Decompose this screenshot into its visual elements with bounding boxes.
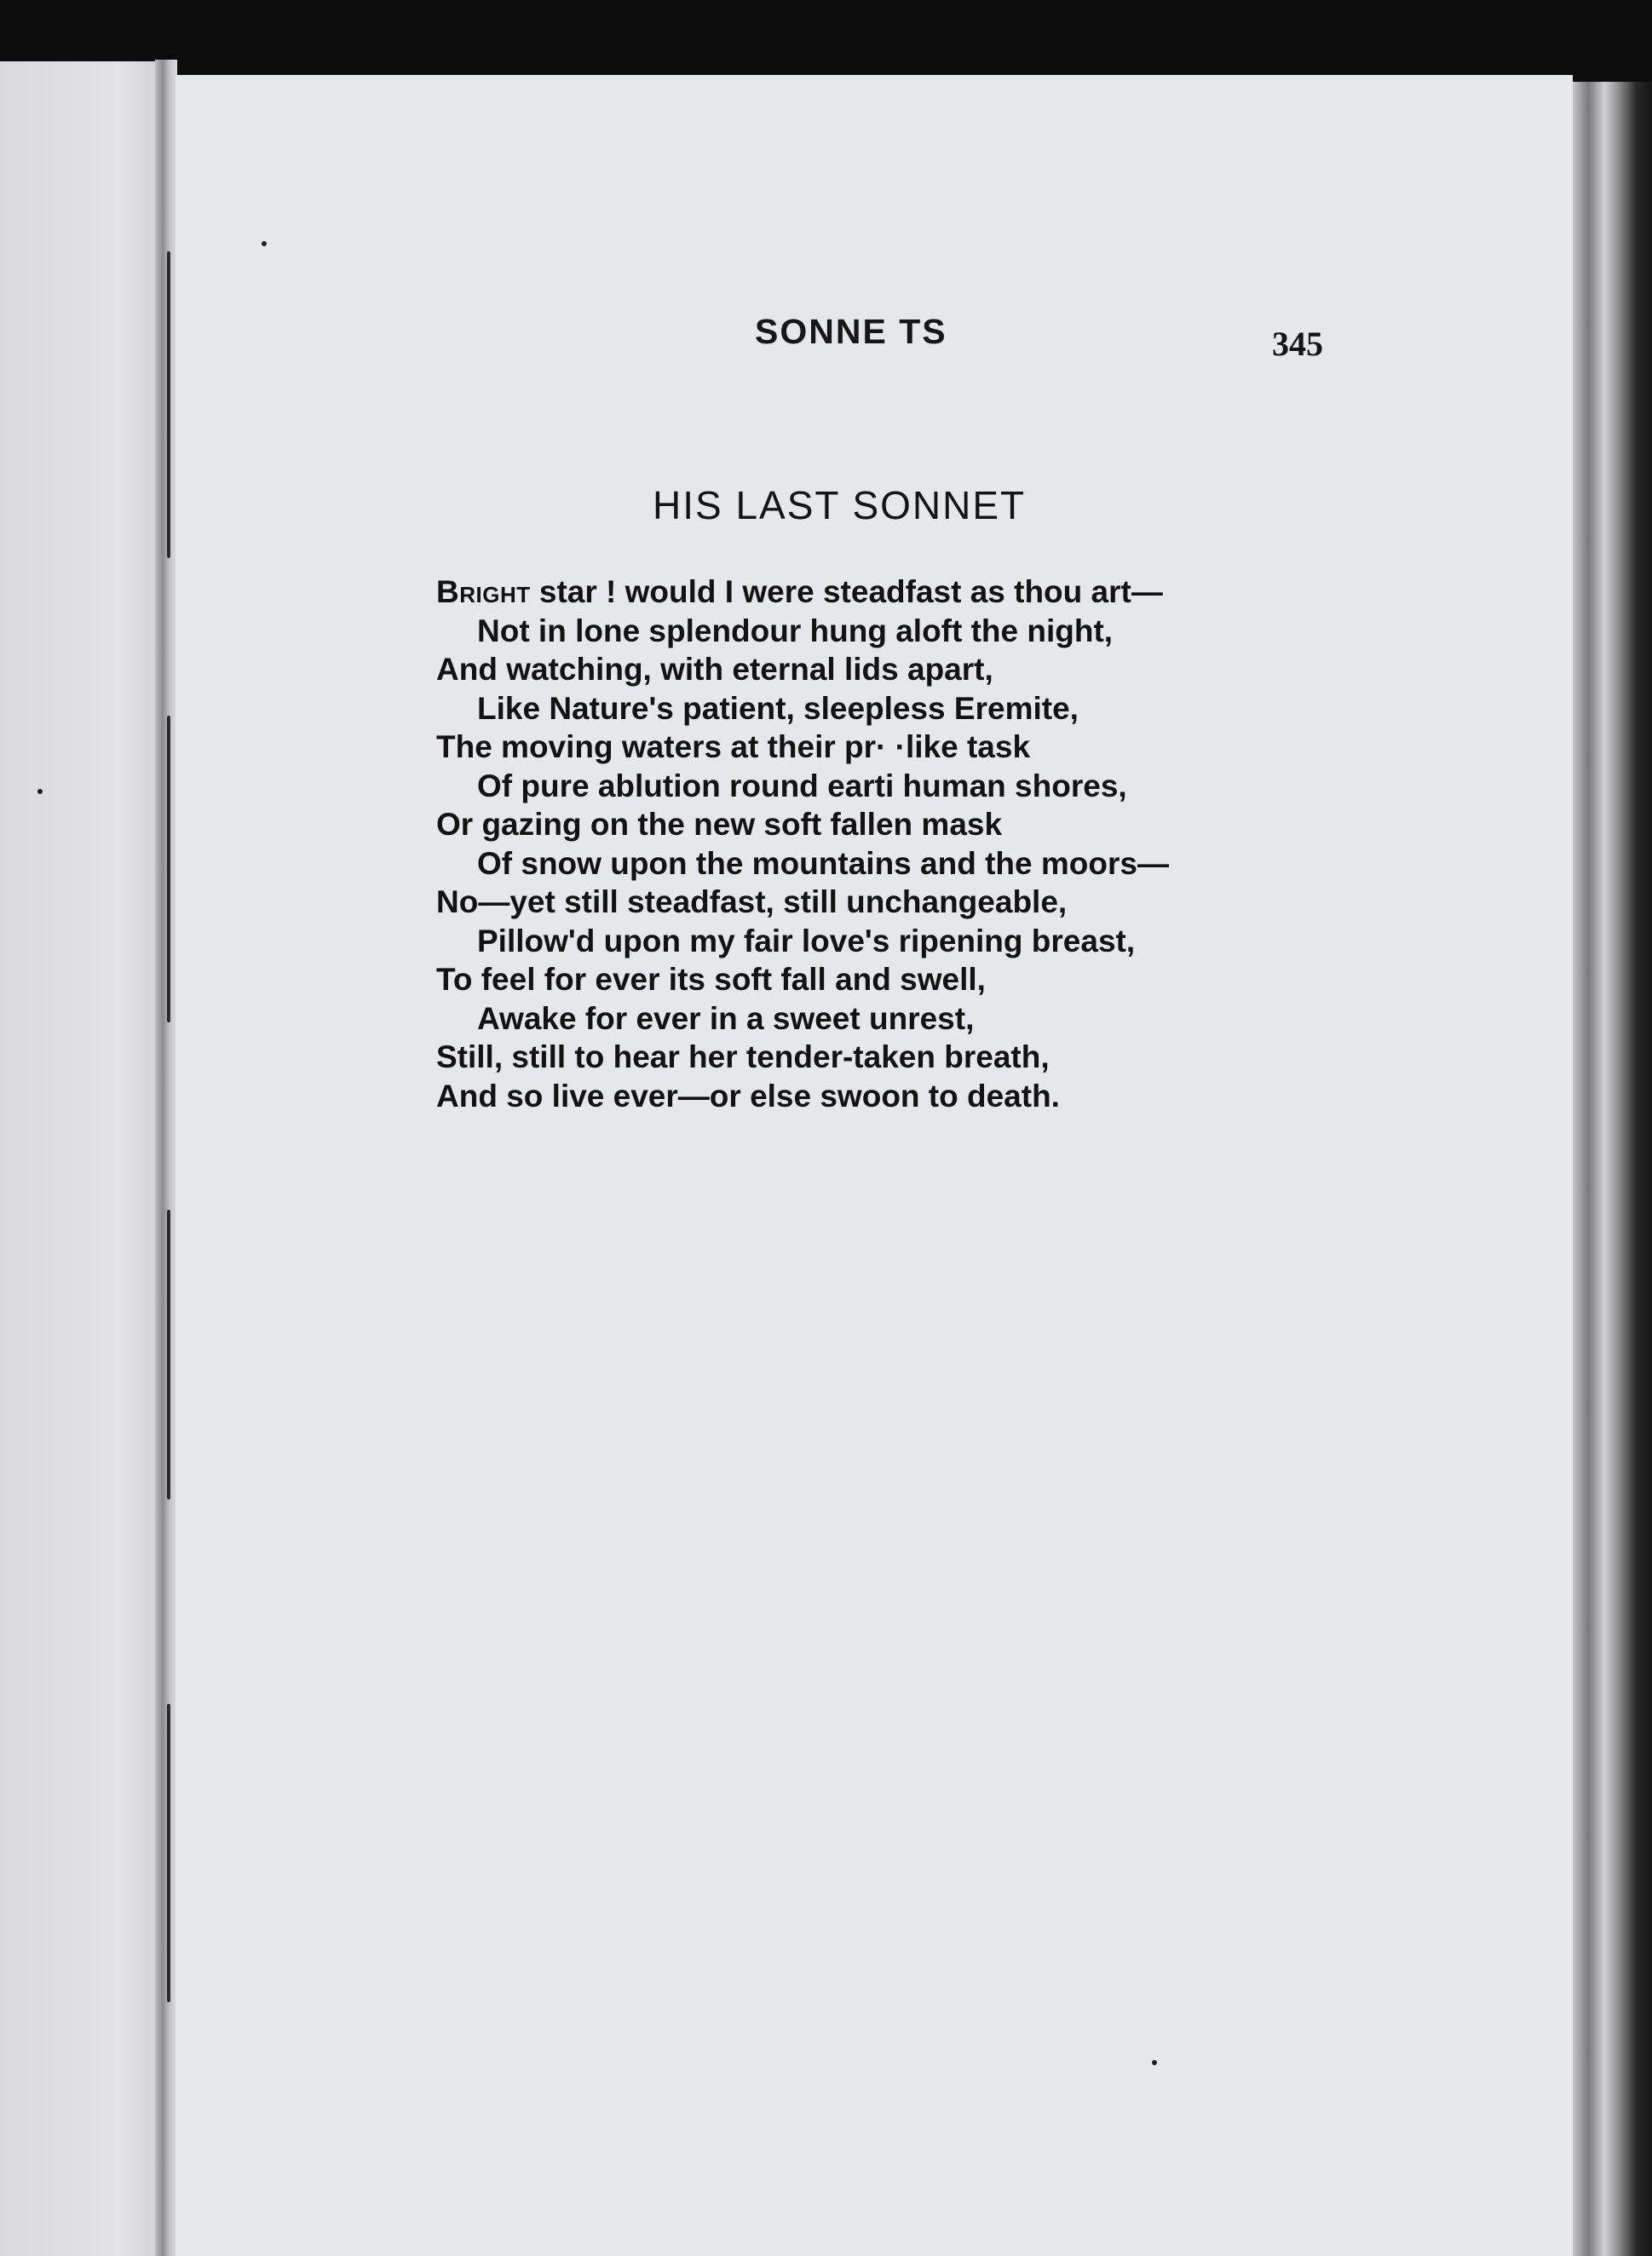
page-number: 345 (1272, 325, 1323, 363)
poem-line: Or gazing on the new soft fallen mask (436, 807, 1003, 842)
poem-line: Of pure ablution round earti human shores, (477, 768, 1127, 803)
book-page (176, 75, 1573, 2256)
poem-title: HIS LAST SONNET (653, 483, 1027, 527)
poem-line-1-rest: star ! would I were steadfast as thou art— (530, 574, 1163, 609)
gutter-shadow-line (167, 1704, 170, 2002)
poem-line: No—yet still steadfast, still unchangeable, (436, 884, 1068, 919)
running-head: SONNE TS (755, 312, 947, 351)
poem-line: Like Nature's patient, sleepless Eremite, (477, 690, 1079, 726)
poem-line: And so live ever—or else swoon to death. (436, 1078, 1060, 1114)
poem-line: Pillow'd upon my fair love's ripening breast, (477, 923, 1136, 958)
ink-speck (37, 789, 43, 794)
poem-line: And watching, with eternal lids apart, (436, 652, 993, 687)
poem-line-1 (436, 573, 1288, 612)
ink-speck (262, 241, 267, 246)
poem-line: Not in lone splendour hung aloft the night, (477, 613, 1114, 648)
book-gutter (155, 60, 177, 2256)
poem-line: Of snow upon the mountains and the moors— (477, 845, 1169, 881)
poem-line: Still, still to hear her tender-taken breath, (436, 1039, 1050, 1074)
poem-body (436, 573, 1288, 1115)
facing-page-edge (0, 61, 170, 2256)
poem-line: The moving waters at their pr· ·like task (436, 729, 1031, 764)
gutter-shadow-line (167, 716, 170, 1022)
gutter-shadow-line (167, 251, 170, 558)
poem-line: To feel for ever its soft fall and swell, (436, 962, 986, 997)
poem-line: Awake for ever in a sweet unrest, (477, 1000, 975, 1036)
drop-word: Bright (436, 574, 531, 609)
ink-speck (1152, 2060, 1157, 2065)
gutter-shadow-line (167, 1210, 170, 1499)
page-fore-edge (1573, 82, 1652, 2256)
